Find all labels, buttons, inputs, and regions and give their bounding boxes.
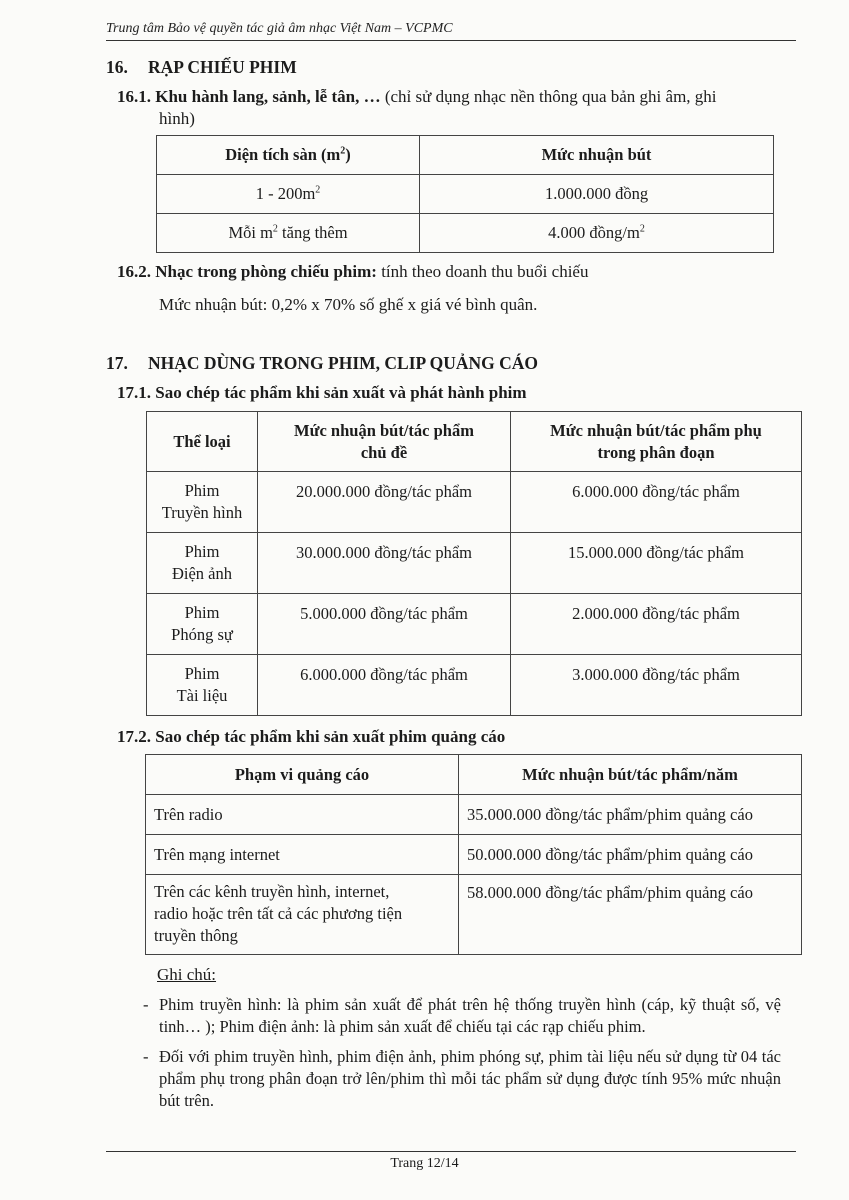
header-genre: Thể loại xyxy=(147,412,258,472)
bullet-dash: - xyxy=(143,1047,149,1066)
subsection-title: Khu hành lang, sảnh, lễ tân, … xyxy=(155,87,381,106)
cell-area: Mỗi $m^2$ tăng thêm xyxy=(157,214,420,253)
page-number: Trang 12/14 xyxy=(390,1156,459,1171)
table-row xyxy=(147,594,802,655)
subsection-title: Sao chép tác phẩm khi sản xuất và phát hành phim xyxy=(155,383,527,402)
cell-fee: 58.000.000 đồng/tác phẩm/phim quảng cáo xyxy=(459,875,802,955)
table-row xyxy=(157,175,774,214)
cell-fee: 50.000.000 đồng/tác phẩm/phim quảng cáo xyxy=(459,835,802,875)
section-title: RẠP CHIẾU PHIM xyxy=(148,57,297,77)
subsection-number: 17.2. xyxy=(117,727,151,746)
advertising-fee-table xyxy=(145,754,802,955)
notes-title: Ghi chú: xyxy=(157,965,217,984)
bullet-dash: - xyxy=(143,995,149,1014)
header-main-fee: Mức nhuận bút/tác phẩm chủ đề xyxy=(258,412,511,472)
header-divider xyxy=(106,40,796,41)
cell-genre: Phim Tài liệu xyxy=(147,655,258,716)
document-header: Trung tâm Bảo vệ quyền tác giả âm nhạc Việt Nam – VCPMC xyxy=(106,21,453,36)
cell-fee: 4.000 đồng/$m^2$ xyxy=(420,214,774,253)
table-header-row xyxy=(157,136,774,175)
subsection-number: 16.1. xyxy=(117,87,151,106)
table-row xyxy=(157,214,774,253)
cell-sub-fee: 2.000.000 đồng/tác phẩm xyxy=(511,594,802,655)
cell-scope: Trên mạng internet xyxy=(146,835,459,875)
cell-genre: Phim Điện ảnh xyxy=(147,533,258,594)
subsection-note-cont: hình) xyxy=(159,109,195,128)
table-row xyxy=(147,472,802,533)
cell-main-fee: 5.000.000 đồng/tác phẩm xyxy=(258,594,511,655)
header-sub-fee: Mức nhuận bút/tác phẩm phụ trong phân đoạn xyxy=(511,412,802,472)
cell-sub-fee: 6.000.000 đồng/tác phẩm xyxy=(511,472,802,533)
table-header-row xyxy=(147,412,802,472)
subsection-16-2 xyxy=(117,262,588,282)
section-17-heading xyxy=(106,353,538,374)
section-16-heading xyxy=(106,57,297,78)
cell-main-fee: 30.000.000 đồng/tác phẩm xyxy=(258,533,511,594)
table-row xyxy=(146,795,802,835)
header-fee: Mức nhuận bút xyxy=(420,136,774,175)
section-title: NHẠC DÙNG TRONG PHIM, CLIP QUẢNG CÁO xyxy=(148,353,539,373)
cell-sub-fee: 3.000.000 đồng/tác phẩm xyxy=(511,655,802,716)
cell-main-fee: 6.000.000 đồng/tác phẩm xyxy=(258,655,511,716)
cell-sub-fee: 15.000.000 đồng/tác phẩm xyxy=(511,533,802,594)
cell-genre: Phim Truyền hình xyxy=(147,472,258,533)
header-floor-area: Diện tích sàn $(m^2)$ xyxy=(157,136,420,175)
header-scope: Phạm vi quảng cáo xyxy=(146,755,459,795)
subsection-note: tính theo doanh thu buổi chiếu xyxy=(376,262,589,281)
subsection-16-1 xyxy=(117,86,797,130)
section-number: 16. xyxy=(106,57,128,77)
table-row xyxy=(146,875,802,955)
cell-fee: 35.000.000 đồng/tác phẩm/phim quảng cáo xyxy=(459,795,802,835)
film-fee-table xyxy=(146,411,802,716)
cell-area: $1 - 200m^2$ xyxy=(157,175,420,214)
cell-scope: Trên radio xyxy=(146,795,459,835)
header-fee: Mức nhuận bút/tác phẩm/năm xyxy=(459,755,802,795)
subsection-number: 16.2. xyxy=(117,262,151,281)
footer-divider xyxy=(106,1151,796,1152)
table-header-row xyxy=(146,755,802,795)
subsection-title: Nhạc trong phòng chiếu phim: xyxy=(155,262,377,281)
note-item: - Phim truyền hình: là phim sản xuất để phát trên hệ thống truyền hình (cáp, kỹ thuật số, vệ tinh… ); Phim điện ảnh: là phim sản xuất để chiếu tại các rạp chiếu phim. xyxy=(143,995,781,1036)
cell-scope: Trên các kênh truyền hình, internet, radio hoặc trên tất cả các phương tiện truyền thông xyxy=(146,875,459,955)
table-row xyxy=(147,533,802,594)
subsection-number: 17.1. xyxy=(117,383,151,402)
table-row xyxy=(147,655,802,716)
subsection-note: (chỉ sử dụng nhạc nền thông qua bản ghi âm, ghi xyxy=(380,87,717,106)
cell-genre: Phim Phóng sự xyxy=(147,594,258,655)
fee-formula: Mức nhuận bút: 0,2% x 70% số ghế x giá vé bình quân. xyxy=(159,295,538,314)
note-item: - Đối với phim truyền hình, phim điện ảnh, phim phóng sự, phim tài liệu nếu sử dụng từ 04 tác phẩm phụ trong phân đoạn trở lên/phim thì mỗi tác phẩm sử dụng được tính 95% mức nhuận bút trên. xyxy=(143,1047,781,1110)
section-number: 17. xyxy=(106,353,128,373)
subsection-17-1 xyxy=(117,383,527,403)
cell-fee: 1.000.000 đồng xyxy=(420,175,774,214)
table-row xyxy=(146,835,802,875)
subsection-title: Sao chép tác phẩm khi sản xuất phim quảng cáo xyxy=(155,727,506,746)
cell-main-fee: 20.000.000 đồng/tác phẩm xyxy=(258,472,511,533)
subsection-17-2 xyxy=(117,727,505,747)
floor-area-fee-table xyxy=(156,135,774,253)
